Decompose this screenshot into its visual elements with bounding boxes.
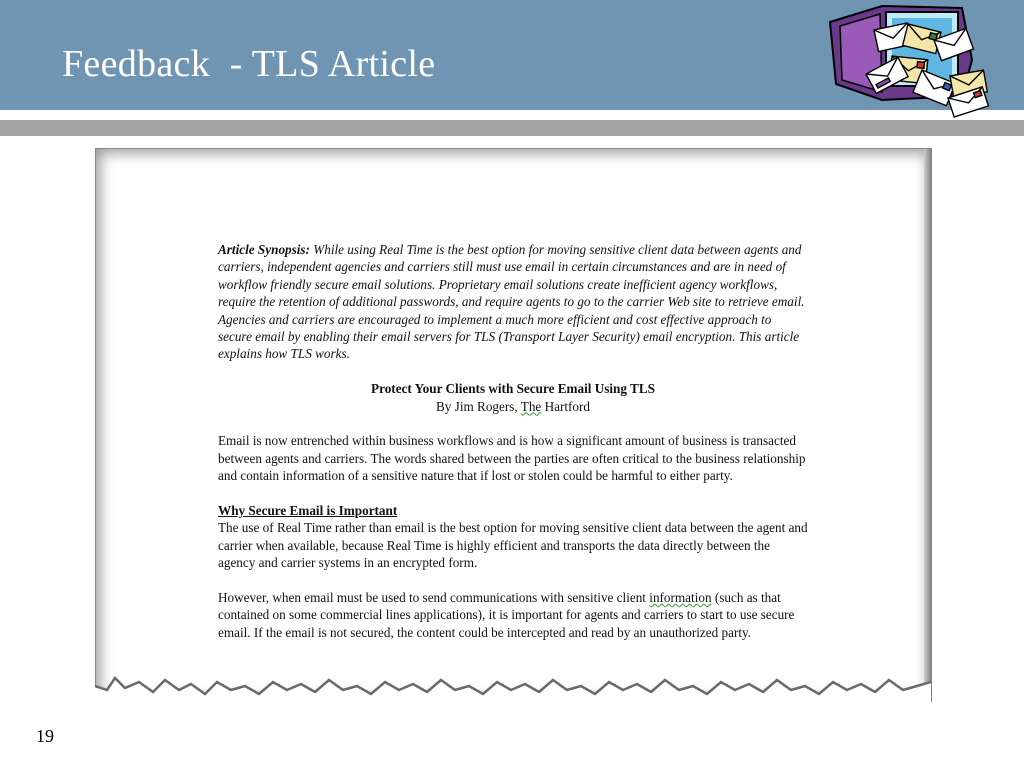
article-byline bbox=[436, 399, 590, 414]
article-paragraph-1: Email is now entrenched within business workflows and is how a significant amount of business is transacted between agents and carriers. The words shared between the parties are often critical to the business relationship and contain information of a sensitive nature that if lost or stolen could be harmful to either party. bbox=[218, 433, 806, 484]
article-paragraph-2: The use of Real Time rather than email is the best option for moving sensitive client data between the agent and carrier when available, because Real Time is highly efficient and transports the data directly between the agency and carrier systems in an encrypted form. bbox=[218, 520, 808, 571]
slide-title: Feedback - TLS Article bbox=[62, 43, 436, 85]
torn-paper-edge bbox=[95, 660, 931, 720]
article-title-block bbox=[218, 380, 808, 415]
paragraph-3-end: (such as that contained on some commercial lines applications), it is important for agents and carriers to start to use secure email. If the email is not secured, the content could be intercepted and read by an unauthorized party. bbox=[218, 590, 795, 640]
article-section bbox=[218, 502, 808, 572]
article-heading: Protect Your Clients with Secure Email Using TLS bbox=[371, 381, 655, 397]
article-excerpt-frame bbox=[95, 148, 932, 702]
article-text bbox=[218, 241, 808, 659]
byline-prefix: By Jim Rogers, bbox=[436, 398, 521, 414]
slide-page-number: 19 bbox=[36, 726, 54, 746]
article-synopsis bbox=[218, 241, 808, 363]
section-heading: Why Secure Email is Important bbox=[218, 503, 398, 519]
paragraph-3-squiggle: information bbox=[649, 590, 712, 606]
byline-suffix: Hartford bbox=[541, 398, 590, 414]
computer-with-envelopes-icon bbox=[822, 0, 994, 128]
article-paragraph-3 bbox=[218, 589, 808, 641]
synopsis-label: Article Synopsis: bbox=[218, 242, 310, 257]
paragraph-3-start: However, when email must be used to send communications with sensitive client bbox=[218, 590, 650, 606]
byline-the: The bbox=[520, 398, 542, 414]
synopsis-text: While using Real Time is the best option for moving sensitive client data between agents and carriers, independent agencies and carriers still must use email in certain circumstances and are in need of workflow friendly secure email solutions. Proprietary email solutions create inefficient agency workflows, require the retention of additional passwords, and require agents to go to the carrier Web site to retrieve email. Agencies and carriers are encouraged to implement a much more efficient and cost effective approach to secure email by enabling their email servers for TLS (Transport Layer Security) email encryption. This article explains how TLS works. bbox=[218, 242, 805, 362]
